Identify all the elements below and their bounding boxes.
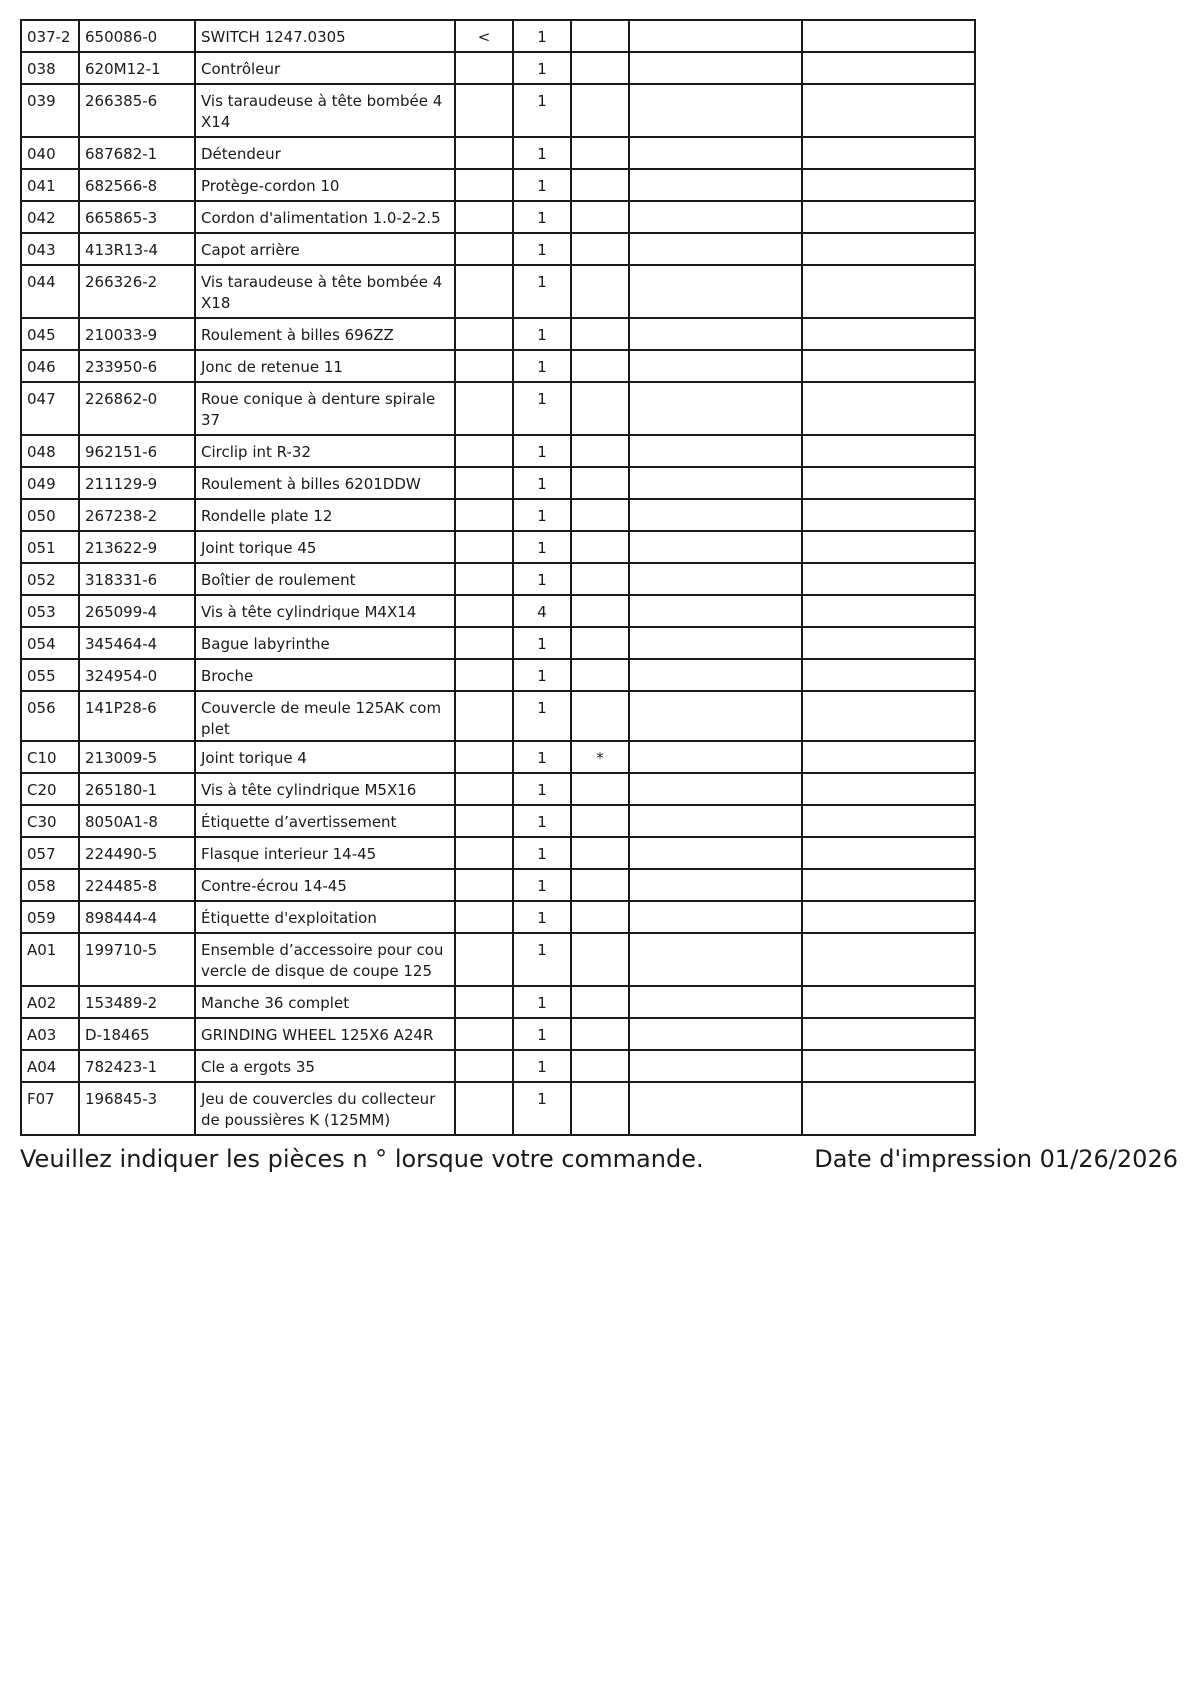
table-row — [21, 265, 975, 318]
mark-cell — [455, 382, 513, 435]
blank-cell — [802, 84, 975, 137]
table-row — [21, 201, 975, 233]
note-cell — [571, 1018, 629, 1050]
table-row — [21, 773, 975, 805]
table-row — [21, 805, 975, 837]
quantity-cell: 1 — [513, 1018, 571, 1050]
quantity-cell: 1 — [513, 435, 571, 467]
item-number-cell: 047 — [21, 382, 79, 435]
print-date: Date d'impression 01/26/2026 — [814, 1145, 1178, 1173]
table-row — [21, 933, 975, 986]
table-row — [21, 986, 975, 1018]
mark-cell — [455, 563, 513, 595]
item-number-cell: C10 — [21, 741, 79, 773]
item-number-cell: 042 — [21, 201, 79, 233]
description-cell: Roue conique à denture spirale 37 — [195, 382, 455, 435]
blank-cell — [802, 350, 975, 382]
table-row — [21, 691, 975, 741]
part-number-cell: 199710-5 — [79, 933, 195, 986]
mark-cell — [455, 137, 513, 169]
part-number-cell: 665865-3 — [79, 201, 195, 233]
item-number-cell: 049 — [21, 467, 79, 499]
mark-cell — [455, 265, 513, 318]
description-cell: Étiquette d’avertissement — [195, 805, 455, 837]
part-number-cell: 318331-6 — [79, 563, 195, 595]
quantity-cell: 1 — [513, 467, 571, 499]
table-row — [21, 1018, 975, 1050]
table-row — [21, 741, 975, 773]
part-number-cell: 233950-6 — [79, 350, 195, 382]
quantity-cell: 1 — [513, 318, 571, 350]
part-number-cell: 213009-5 — [79, 741, 195, 773]
mark-cell — [455, 986, 513, 1018]
blank-cell — [629, 169, 802, 201]
part-number-cell: 265099-4 — [79, 595, 195, 627]
blank-cell — [629, 1018, 802, 1050]
quantity-cell: 1 — [513, 901, 571, 933]
blank-cell — [629, 531, 802, 563]
table-row — [21, 659, 975, 691]
quantity-cell: 1 — [513, 350, 571, 382]
item-number-cell: F07 — [21, 1082, 79, 1135]
quantity-cell: 1 — [513, 233, 571, 265]
note-cell — [571, 169, 629, 201]
note-cell — [571, 986, 629, 1018]
item-number-cell: 041 — [21, 169, 79, 201]
blank-cell — [802, 137, 975, 169]
quantity-cell: 1 — [513, 627, 571, 659]
mark-cell — [455, 318, 513, 350]
note-cell — [571, 265, 629, 318]
note-cell — [571, 1082, 629, 1135]
blank-cell — [629, 837, 802, 869]
mark-cell — [455, 595, 513, 627]
table-row — [21, 318, 975, 350]
quantity-cell: 1 — [513, 659, 571, 691]
mark-cell — [455, 837, 513, 869]
description-cell: Capot arrière — [195, 233, 455, 265]
mark-cell — [455, 901, 513, 933]
part-number-cell: 650086-0 — [79, 20, 195, 52]
blank-cell — [802, 691, 975, 741]
mark-cell — [455, 659, 513, 691]
description-cell: SWITCH 1247.0305 — [195, 20, 455, 52]
item-number-cell: 055 — [21, 659, 79, 691]
table-row — [21, 169, 975, 201]
note-cell — [571, 467, 629, 499]
mark-cell — [455, 773, 513, 805]
blank-cell — [629, 901, 802, 933]
item-number-cell: 046 — [21, 350, 79, 382]
item-number-cell: 053 — [21, 595, 79, 627]
quantity-cell: 1 — [513, 933, 571, 986]
mark-cell — [455, 233, 513, 265]
description-cell: Étiquette d'exploitation — [195, 901, 455, 933]
table-row — [21, 595, 975, 627]
mark-cell — [455, 1018, 513, 1050]
description-cell: Bague labyrinthe — [195, 627, 455, 659]
quantity-cell: 1 — [513, 837, 571, 869]
mark-cell — [455, 499, 513, 531]
blank-cell — [802, 837, 975, 869]
mark-cell — [455, 201, 513, 233]
note-cell — [571, 531, 629, 563]
note-cell — [571, 52, 629, 84]
blank-cell — [629, 499, 802, 531]
blank-cell — [629, 318, 802, 350]
blank-cell — [802, 627, 975, 659]
parts-table-body — [21, 20, 975, 1135]
quantity-cell: 1 — [513, 773, 571, 805]
item-number-cell: C30 — [21, 805, 79, 837]
note-cell — [571, 201, 629, 233]
part-number-cell: 224485-8 — [79, 869, 195, 901]
quantity-cell: 1 — [513, 531, 571, 563]
note-cell: * — [571, 741, 629, 773]
blank-cell — [629, 659, 802, 691]
description-cell: Cordon d'alimentation 1.0-2-2.5 — [195, 201, 455, 233]
part-number-cell: 413R13-4 — [79, 233, 195, 265]
part-number-cell: 8050A1-8 — [79, 805, 195, 837]
item-number-cell: 058 — [21, 869, 79, 901]
description-cell: Joint torique 4 — [195, 741, 455, 773]
blank-cell — [629, 563, 802, 595]
description-cell: Roulement à billes 6201DDW — [195, 467, 455, 499]
description-cell: Contre-écrou 14-45 — [195, 869, 455, 901]
table-row — [21, 627, 975, 659]
table-row — [21, 52, 975, 84]
blank-cell — [802, 169, 975, 201]
note-cell — [571, 499, 629, 531]
description-cell: Manche 36 complet — [195, 986, 455, 1018]
note-cell — [571, 318, 629, 350]
note-cell — [571, 805, 629, 837]
blank-cell — [802, 659, 975, 691]
item-number-cell: 059 — [21, 901, 79, 933]
item-number-cell: C20 — [21, 773, 79, 805]
mark-cell — [455, 467, 513, 499]
note-cell — [571, 627, 629, 659]
item-number-cell: A01 — [21, 933, 79, 986]
description-cell: Cle a ergots 35 — [195, 1050, 455, 1082]
blank-cell — [802, 1050, 975, 1082]
description-cell: Roulement à billes 696ZZ — [195, 318, 455, 350]
description-cell: Protège-cordon 10 — [195, 169, 455, 201]
table-row — [21, 837, 975, 869]
blank-cell — [629, 233, 802, 265]
blank-cell — [629, 986, 802, 1018]
blank-cell — [629, 201, 802, 233]
item-number-cell: 037-2 — [21, 20, 79, 52]
quantity-cell: 1 — [513, 20, 571, 52]
description-cell: Boîtier de roulement — [195, 563, 455, 595]
quantity-cell: 1 — [513, 1082, 571, 1135]
quantity-cell: 1 — [513, 201, 571, 233]
quantity-cell: 1 — [513, 137, 571, 169]
note-cell — [571, 869, 629, 901]
part-number-cell: 266385-6 — [79, 84, 195, 137]
description-cell: Jonc de retenue 11 — [195, 350, 455, 382]
item-number-cell: 048 — [21, 435, 79, 467]
note-cell — [571, 773, 629, 805]
table-row — [21, 382, 975, 435]
note-cell — [571, 837, 629, 869]
note-cell — [571, 933, 629, 986]
table-row — [21, 233, 975, 265]
blank-cell — [802, 531, 975, 563]
note-cell — [571, 137, 629, 169]
blank-cell — [629, 805, 802, 837]
blank-cell — [629, 265, 802, 318]
item-number-cell: A03 — [21, 1018, 79, 1050]
quantity-cell: 1 — [513, 691, 571, 741]
blank-cell — [802, 563, 975, 595]
part-number-cell: 265180-1 — [79, 773, 195, 805]
table-row — [21, 869, 975, 901]
blank-cell — [802, 467, 975, 499]
description-cell: Circlip int R-32 — [195, 435, 455, 467]
blank-cell — [802, 901, 975, 933]
blank-cell — [629, 467, 802, 499]
description-cell: Vis taraudeuse à tête bombée 4X18 — [195, 265, 455, 318]
description-cell: Vis taraudeuse à tête bombée 4X14 — [195, 84, 455, 137]
quantity-cell: 4 — [513, 595, 571, 627]
mark-cell — [455, 1050, 513, 1082]
part-number-cell: 210033-9 — [79, 318, 195, 350]
blank-cell — [629, 382, 802, 435]
mark-cell — [455, 52, 513, 84]
quantity-cell: 1 — [513, 869, 571, 901]
mark-cell — [455, 350, 513, 382]
description-cell: Joint torique 45 — [195, 531, 455, 563]
item-number-cell: 040 — [21, 137, 79, 169]
blank-cell — [802, 52, 975, 84]
mark-cell — [455, 627, 513, 659]
table-row — [21, 84, 975, 137]
blank-cell — [802, 20, 975, 52]
part-number-cell: 687682-1 — [79, 137, 195, 169]
blank-cell — [802, 318, 975, 350]
note-cell — [571, 435, 629, 467]
part-number-cell: 266326-2 — [79, 265, 195, 318]
blank-cell — [629, 137, 802, 169]
mark-cell — [455, 933, 513, 986]
blank-cell — [629, 84, 802, 137]
table-row — [21, 901, 975, 933]
table-row — [21, 467, 975, 499]
note-cell — [571, 84, 629, 137]
blank-cell — [629, 20, 802, 52]
part-number-cell: 782423-1 — [79, 1050, 195, 1082]
mark-cell — [455, 169, 513, 201]
blank-cell — [802, 265, 975, 318]
mark-cell — [455, 531, 513, 563]
blank-cell — [802, 933, 975, 986]
blank-cell — [802, 869, 975, 901]
description-cell: Ensemble d’accessoire pour couvercle de disque de coupe 125 — [195, 933, 455, 986]
description-cell: Broche — [195, 659, 455, 691]
parts-table — [20, 19, 976, 1136]
note-cell — [571, 1050, 629, 1082]
note-cell — [571, 595, 629, 627]
item-number-cell: 056 — [21, 691, 79, 741]
table-row — [21, 531, 975, 563]
item-number-cell: 044 — [21, 265, 79, 318]
blank-cell — [802, 805, 975, 837]
part-number-cell: 898444-4 — [79, 901, 195, 933]
mark-cell — [455, 691, 513, 741]
description-cell: Vis à tête cylindrique M5X16 — [195, 773, 455, 805]
item-number-cell: 039 — [21, 84, 79, 137]
note-cell — [571, 350, 629, 382]
item-number-cell: 050 — [21, 499, 79, 531]
table-row — [21, 1050, 975, 1082]
table-row — [21, 1082, 975, 1135]
order-instruction: Veuillez indiquer les pièces n ° lorsque votre commande. — [20, 1145, 704, 1173]
item-number-cell: 052 — [21, 563, 79, 595]
blank-cell — [802, 773, 975, 805]
mark-cell: < — [455, 20, 513, 52]
note-cell — [571, 233, 629, 265]
part-number-cell: 962151-6 — [79, 435, 195, 467]
part-number-cell: 153489-2 — [79, 986, 195, 1018]
quantity-cell: 1 — [513, 805, 571, 837]
item-number-cell: 045 — [21, 318, 79, 350]
blank-cell — [802, 1018, 975, 1050]
part-number-cell: 682566-8 — [79, 169, 195, 201]
blank-cell — [629, 627, 802, 659]
part-number-cell: 213622-9 — [79, 531, 195, 563]
note-cell — [571, 382, 629, 435]
quantity-cell: 1 — [513, 265, 571, 318]
quantity-cell: 1 — [513, 741, 571, 773]
part-number-cell: 345464-4 — [79, 627, 195, 659]
description-cell: GRINDING WHEEL 125X6 A24R — [195, 1018, 455, 1050]
mark-cell — [455, 84, 513, 137]
table-row — [21, 499, 975, 531]
part-number-cell: 211129-9 — [79, 467, 195, 499]
quantity-cell: 1 — [513, 499, 571, 531]
note-cell — [571, 691, 629, 741]
part-number-cell: 324954-0 — [79, 659, 195, 691]
blank-cell — [629, 1082, 802, 1135]
description-cell: Rondelle plate 12 — [195, 499, 455, 531]
blank-cell — [629, 933, 802, 986]
blank-cell — [629, 1050, 802, 1082]
quantity-cell: 1 — [513, 84, 571, 137]
note-cell — [571, 901, 629, 933]
quantity-cell: 1 — [513, 1050, 571, 1082]
blank-cell — [802, 233, 975, 265]
mark-cell — [455, 741, 513, 773]
part-number-cell: 141P28-6 — [79, 691, 195, 741]
blank-cell — [629, 691, 802, 741]
quantity-cell: 1 — [513, 169, 571, 201]
note-cell — [571, 563, 629, 595]
table-row — [21, 20, 975, 52]
part-number-cell: 267238-2 — [79, 499, 195, 531]
blank-cell — [629, 435, 802, 467]
blank-cell — [802, 986, 975, 1018]
blank-cell — [802, 435, 975, 467]
blank-cell — [629, 595, 802, 627]
part-number-cell: 226862-0 — [79, 382, 195, 435]
table-row — [21, 435, 975, 467]
description-cell: Jeu de couvercles du collecteur de poussières K (125MM) — [195, 1082, 455, 1135]
blank-cell — [629, 773, 802, 805]
table-row — [21, 137, 975, 169]
item-number-cell: 038 — [21, 52, 79, 84]
part-number-cell: D-18465 — [79, 1018, 195, 1050]
quantity-cell: 1 — [513, 986, 571, 1018]
part-number-cell: 224490-5 — [79, 837, 195, 869]
note-cell — [571, 659, 629, 691]
description-cell: Vis à tête cylindrique M4X14 — [195, 595, 455, 627]
item-number-cell: A04 — [21, 1050, 79, 1082]
table-row — [21, 350, 975, 382]
item-number-cell: A02 — [21, 986, 79, 1018]
item-number-cell: 051 — [21, 531, 79, 563]
item-number-cell: 054 — [21, 627, 79, 659]
mark-cell — [455, 1082, 513, 1135]
blank-cell — [802, 595, 975, 627]
description-cell: Couvercle de meule 125AK complet — [195, 691, 455, 741]
blank-cell — [629, 52, 802, 84]
note-cell — [571, 20, 629, 52]
quantity-cell: 1 — [513, 563, 571, 595]
blank-cell — [802, 201, 975, 233]
blank-cell — [802, 499, 975, 531]
description-cell: Flasque interieur 14-45 — [195, 837, 455, 869]
blank-cell — [802, 741, 975, 773]
blank-cell — [629, 741, 802, 773]
mark-cell — [455, 805, 513, 837]
quantity-cell: 1 — [513, 382, 571, 435]
mark-cell — [455, 435, 513, 467]
quantity-cell: 1 — [513, 52, 571, 84]
description-cell: Détendeur — [195, 137, 455, 169]
part-number-cell: 620M12-1 — [79, 52, 195, 84]
blank-cell — [629, 869, 802, 901]
mark-cell — [455, 869, 513, 901]
description-cell: Contrôleur — [195, 52, 455, 84]
blank-cell — [802, 382, 975, 435]
table-row — [21, 563, 975, 595]
blank-cell — [629, 350, 802, 382]
blank-cell — [802, 1082, 975, 1135]
item-number-cell: 057 — [21, 837, 79, 869]
part-number-cell: 196845-3 — [79, 1082, 195, 1135]
item-number-cell: 043 — [21, 233, 79, 265]
